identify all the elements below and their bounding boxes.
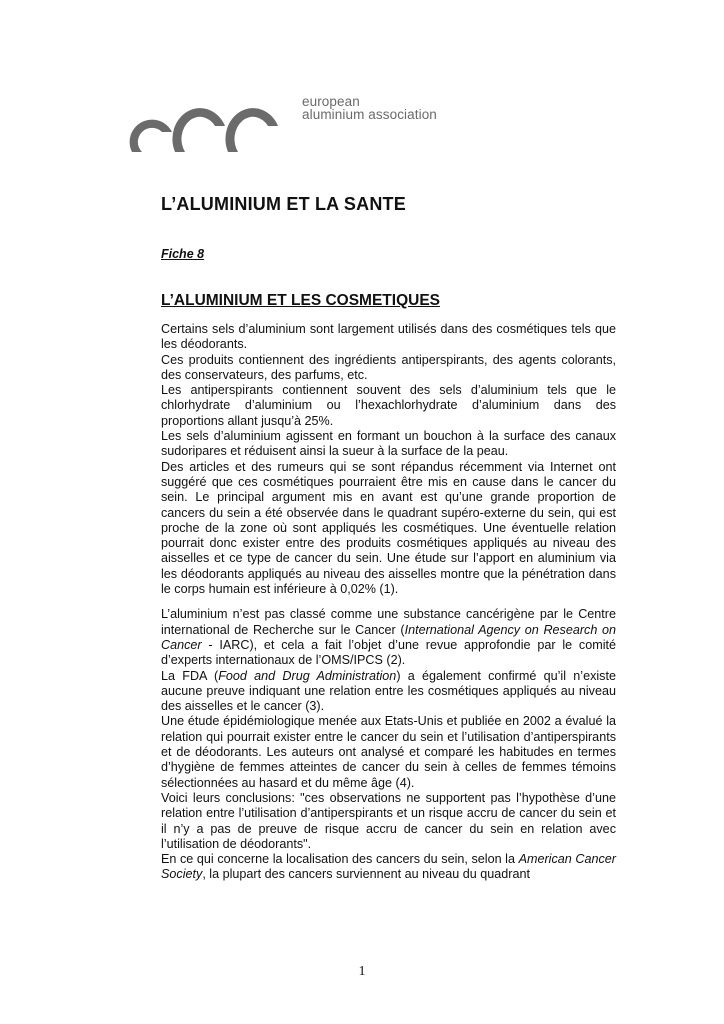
- text-run: ) a également confirmé qu’il n’existe aucune preuve indiquant une relation entre les cosmétiques appliqués au niveau des aisselles et le cancer (3).: [161, 668, 616, 714]
- text-run: Les antiperspirants contiennent souvent des sels d’aluminium tels que le chlorhydrate d’aluminium ou l’hexachlorhydrate d’aluminium dans des proportions allant jusqu’à 25%.: [161, 383, 616, 428]
- text-run: Certains sels d’aluminium sont largement utilisés dans des cosmétiques tels que les déodorants.: [161, 322, 616, 352]
- paragraph: [161, 852, 616, 883]
- italic-run: Food and Drug Administration: [218, 668, 397, 683]
- body-text: [161, 322, 616, 883]
- paragraph: [161, 460, 616, 598]
- paragraph: [161, 669, 616, 715]
- logo-line-2: aluminium association: [302, 107, 437, 122]
- page-number: 1: [358, 964, 366, 979]
- paragraph: [161, 383, 616, 429]
- paragraph: [161, 353, 616, 384]
- italic-run: American Cancer Society: [161, 852, 616, 882]
- eaa-logo: [128, 92, 448, 158]
- text-run: Une étude épidémiologique menée aux Etats-Unis et publiée en 2002 a évalué la relation qui pourrait exister entre le cancer du sein et l’utilisation d’antiperspirants et de déodorants. Les auteurs ont analysé et comparé les habitudes en termes d’hygiène de femmes atteintes de cancer du sein à celles de femmes témoins sélectionnées au hasard et du même âge (4).: [161, 714, 616, 790]
- fiche-label: Fiche 8: [161, 247, 205, 261]
- eaa-logo-mark: [128, 92, 298, 158]
- paragraph: [161, 607, 616, 668]
- text-run: Les sels d’aluminium agissent en formant un bouchon à la surface des canaux sudoripares et réduisent ainsi la sueur à la surface de la peau.: [161, 429, 616, 459]
- text-run: L’aluminium n’est pas classé comme une substance cancérigène par le Centre international de Recherche sur le Cancer (: [161, 607, 616, 637]
- text-run: En ce qui concerne la localisation des cancers du sein, selon la: [161, 852, 519, 867]
- logo-line-1: european: [302, 94, 360, 109]
- text-run: Ces produits contiennent des ingrédients antiperspirants, des agents colorants, des conservateurs, des parfums, etc.: [161, 352, 616, 382]
- section-title: L’ALUMINIUM ET LES COSMETIQUES: [161, 292, 441, 309]
- text-run: Voici leurs conclusions: "ces observations ne supportent pas l’hypothèse d’une relation entre l’utilisation d’antiperspirants et un risque accru de cancer du sein et il n’y a pas de preuve de risque accru de cancer du sein en relation avec l’utilisation de déodorants".: [161, 790, 616, 851]
- paragraph: [161, 322, 616, 353]
- text-run: Des articles et des rumeurs qui se sont répandus récemment via Internet ont suggéré que ces cosmétiques pourraient être mis en cause dans le cancer du sein. Le principal argument mis en avant est qu’une grande proportion de cancers du sein a été observée dans le quadrant supéro-externe du sein, qui est proche de la zone où sont appliqués les cosmétiques. Une éventuelle relation pourrait donc exister entre des produits cosmétiques appliqués au niveau des aisselles et ce type de cancer du sein. Une étude sur l’apport en aluminium via les déodorants appliqués au niveau des aisselles montre que la pénétration dans le corps humain est inférieure à 0,02% (1).: [161, 459, 616, 597]
- paragraph: [161, 714, 616, 790]
- logo-wordmark: [302, 95, 437, 121]
- text-run: , la plupart des cancers surviennent au niveau du quadrant: [202, 867, 530, 882]
- italic-run: International Agency on Research on Cancer: [161, 622, 617, 652]
- text-run: - IARC), et cela a fait l’objet d’une revue approfondie par le comité d’experts internationaux de l’OMS/IPCS (2).: [161, 637, 616, 668]
- paragraph: [161, 791, 616, 852]
- paragraph: [161, 429, 616, 460]
- document-body: [161, 193, 616, 883]
- document-title: L’ALUMINIUM ET LA SANTE: [161, 194, 406, 214]
- text-run: La FDA (: [161, 668, 219, 683]
